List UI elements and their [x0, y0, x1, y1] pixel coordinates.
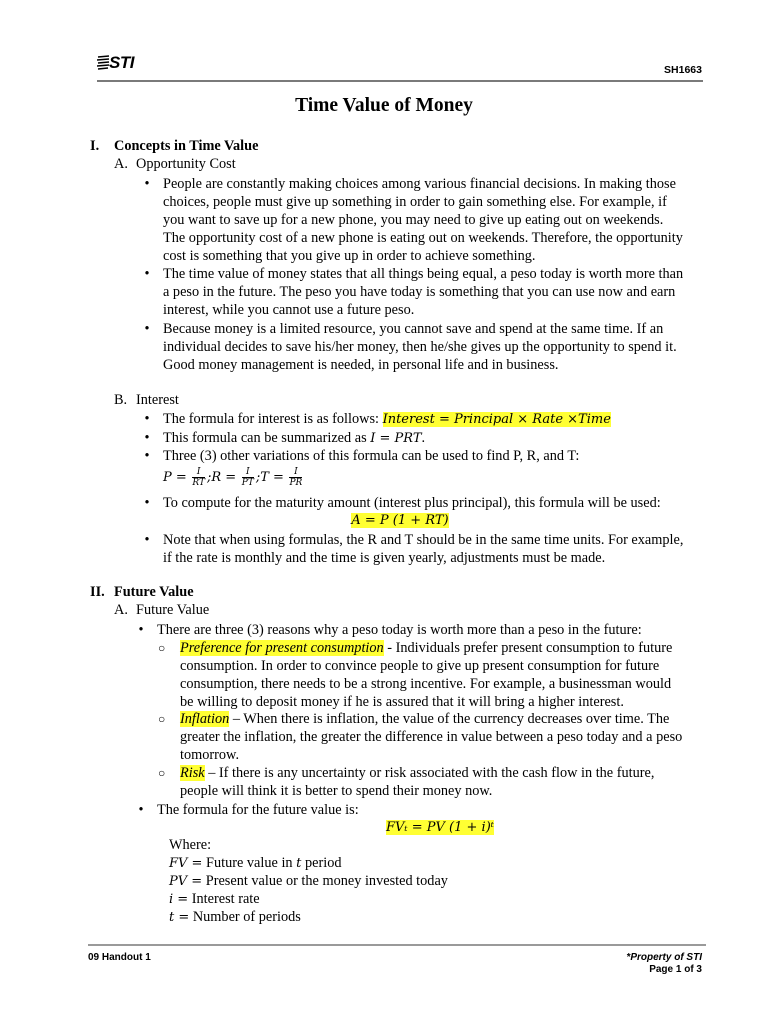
text-line: cost is something that you give up in order to achieve something.: [163, 248, 536, 264]
section-2-title: Future Value: [114, 584, 194, 600]
fraction-denominator: RT: [192, 478, 205, 489]
text-line: a peso in the future. The peso you have today is something that you can use now and earn: [163, 284, 676, 300]
definition-pv: [169, 872, 569, 891]
text-line: you want to save up for a new phone, you may need to give up eating out on weekends.: [163, 212, 664, 228]
section-1-heading: [90, 137, 258, 155]
text-line: - Individuals prefer present consumption to future: [383, 640, 673, 656]
interest-formula: Interest = Principal × Rate ×Time: [382, 412, 611, 427]
where-label: Where:: [169, 837, 212, 853]
text-line: This formula can be summarized as: [163, 430, 371, 446]
future-value-formula: FVₜ = PV (1 + i)ᵗ: [386, 820, 494, 835]
p-formula-lhs: P =: [163, 470, 187, 485]
reason-inflation: [180, 710, 704, 764]
text-line: People are constantly making choices among various financial decisions. In making those: [163, 176, 676, 192]
bullet-icon: •: [144, 532, 150, 548]
definition-text: Present value or the money invested today: [202, 873, 448, 889]
definition-text: Future value in: [202, 855, 297, 871]
circle-bullet-icon: ○: [158, 641, 166, 655]
fraction-numerator: I: [242, 467, 254, 478]
definition-text: Number of periods: [189, 909, 301, 925]
text-line: – When there is inflation, the value of the currency decreases over time. The: [229, 711, 670, 727]
definition-text: period: [301, 855, 342, 871]
section-1-title: Concepts in Time Value: [114, 138, 259, 154]
bullet-icon: •: [144, 321, 150, 337]
fv-formula-row: [386, 818, 494, 837]
text-line: Because money is a limited resource, you cannot save and spend at the same time. If an: [163, 321, 664, 337]
three-reasons-line: There are three (3) reasons why a peso today is worth more than a peso in the future:: [157, 622, 642, 638]
maturity-line: To compute for the maturity amount (interest plus principal), this formula will be used:: [163, 495, 661, 511]
text-line: Good money management is needed, in personal life and in business.: [163, 357, 559, 373]
reason-term: Preference for present consumption: [180, 640, 384, 656]
subsection-2a-number: A.: [114, 602, 128, 618]
variations-line: Three (3) other variations of this formula can be used to find P, R, and T:: [163, 448, 580, 464]
page-title: Time Value of Money: [295, 95, 473, 116]
text-line: if the rate is monthly and the time is given yearly, adjustments must be made.: [163, 550, 606, 566]
reason-term: Risk: [180, 765, 205, 781]
text-line: individual decides to save his/her money, then he/she gives up the opportunity to spend it.: [163, 339, 677, 355]
fraction-denominator: PR: [289, 478, 303, 489]
time-units-note: [163, 531, 703, 567]
section-2-heading: [90, 583, 194, 601]
text-line: choices, people must give up something in order to gain something else. For example, if: [163, 194, 667, 210]
section-1-number: I.: [90, 138, 100, 154]
footer-property: *Property of STI: [626, 952, 702, 963]
subsection-1a-title: Opportunity Cost: [136, 156, 236, 172]
t-fraction: [289, 467, 302, 488]
bullet-icon: •: [138, 622, 144, 638]
definition-i: [169, 890, 569, 909]
document-code: SH1663: [664, 64, 702, 76]
definition-text: Interest rate: [188, 891, 260, 907]
fraction-denominator: PT: [241, 478, 254, 489]
opportunity-cost-bullet-1: [163, 175, 703, 265]
subsection-2a-heading: [114, 601, 209, 619]
bullet-icon: •: [144, 430, 150, 446]
bullet-icon: •: [138, 802, 144, 818]
footer-page-number: Page 1 of 3: [649, 964, 702, 975]
bullet-icon: •: [144, 448, 150, 464]
sti-logo: [97, 53, 143, 73]
footer-right: [560, 952, 702, 976]
subsection-1b-heading: [114, 391, 179, 409]
footer-handout: 09 Handout 1: [88, 952, 151, 963]
circle-bullet-icon: ○: [158, 766, 166, 780]
interest-summary-line: [163, 429, 703, 448]
interest-formula-line: [163, 410, 703, 429]
bullet-icon: •: [144, 176, 150, 192]
text-line: Note that when using formulas, the R and T should be in the same time units. For example,: [163, 532, 684, 548]
definition-symbol: t =: [169, 910, 190, 925]
fraction-numerator: I: [289, 467, 302, 478]
definition-fv: [169, 854, 569, 873]
footer-divider: [88, 944, 706, 946]
text-line: The opportunity cost of a new phone is eating out on weekends. Therefore, the opportunity: [163, 230, 683, 246]
text-line: consumption, there needs to be a strong incentive. For example, a businessman would: [180, 676, 672, 692]
subsection-1b-number: B.: [114, 392, 128, 408]
formula-variations: [163, 464, 363, 491]
text-line: The formula for interest is as follows:: [163, 411, 383, 427]
text-line: tomorrow.: [180, 747, 240, 763]
reason-risk: [180, 764, 704, 800]
interest-short-formula: I = PRT: [370, 431, 422, 446]
definition-symbol: FV =: [169, 856, 203, 871]
definition-symbol: PV =: [169, 874, 203, 889]
maturity-formula-row: [0, 511, 768, 530]
fv-formula-intro: The formula for the future value is:: [157, 802, 359, 818]
definition-symbol: i =: [169, 892, 189, 907]
opportunity-cost-bullet-2: [163, 265, 703, 319]
reason-preference: [180, 639, 704, 711]
text-line: .: [421, 430, 426, 446]
maturity-formula: A = P (1 + RT): [351, 513, 449, 528]
text-line: greater the inflation, the greater the difference in value between a peso today and a peso: [180, 729, 683, 745]
r-fraction: [242, 467, 254, 488]
t-formula-lhs: ;T =: [255, 470, 284, 485]
bullet-icon: •: [144, 266, 150, 282]
reason-term: Inflation: [180, 711, 230, 727]
p-fraction: [192, 467, 205, 488]
definition-t: [169, 908, 569, 927]
subsection-1b-title: Interest: [136, 392, 179, 408]
subsection-2a-title: Future Value: [136, 602, 210, 618]
logo-text: STI: [109, 53, 134, 72]
text-line: people will think it is better to spend their money now.: [180, 783, 493, 799]
fraction-numerator: I: [192, 467, 205, 478]
text-line: be willing to deposit money if he is assured that it will bring a higher interest.: [180, 694, 624, 710]
bullet-icon: •: [144, 411, 150, 427]
opportunity-cost-bullet-3: [163, 320, 703, 374]
r-formula-lhs: ;R =: [206, 470, 237, 485]
header-divider: [97, 80, 703, 82]
text-line: interest, while you cannot use a future peso.: [163, 302, 415, 318]
text-line: The time value of money states that all things being equal, a peso today is worth more than: [163, 266, 684, 282]
circle-bullet-icon: ○: [158, 712, 166, 726]
text-line: consumption. In order to convince people to give up present consumption for future: [180, 658, 660, 674]
section-2-number: II.: [90, 584, 105, 600]
definition-symbol: t: [296, 856, 302, 871]
subsection-1a-heading: [114, 155, 236, 173]
bullet-icon: •: [144, 495, 150, 511]
subsection-1a-number: A.: [114, 156, 128, 172]
text-line: – If there is any uncertainty or risk associated with the cash flow in the future,: [204, 765, 655, 781]
